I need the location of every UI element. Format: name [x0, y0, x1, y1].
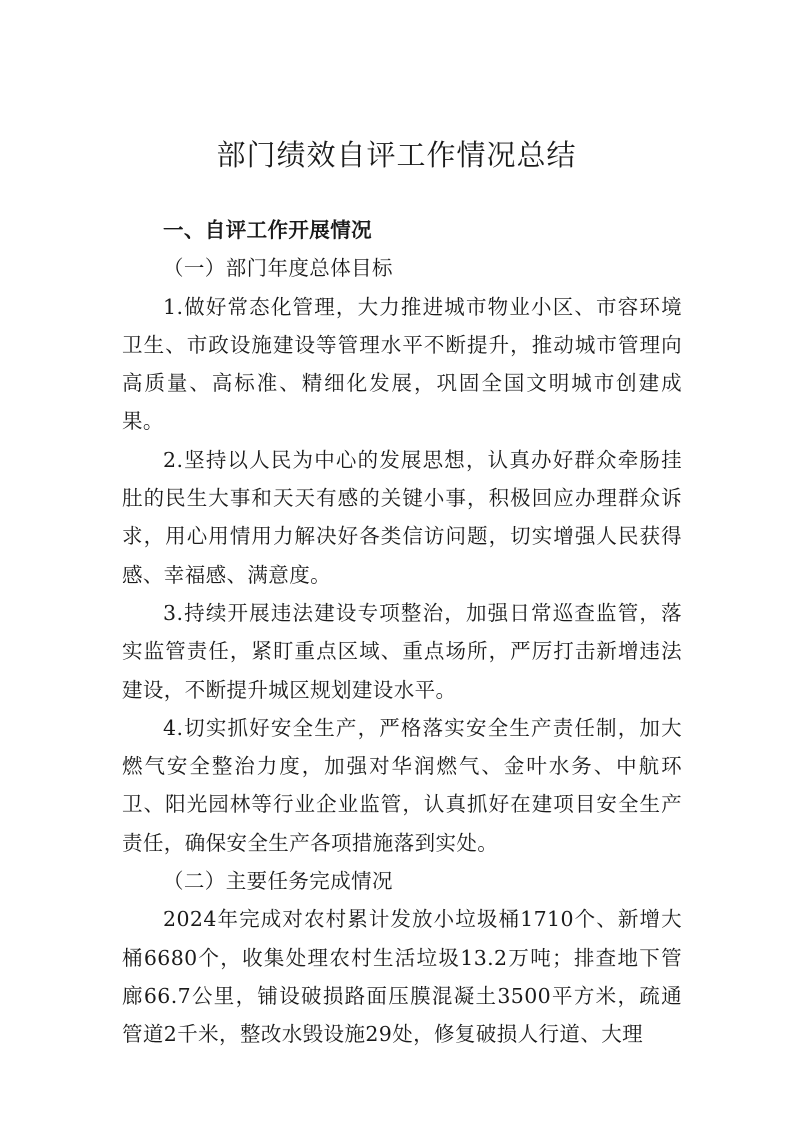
- document-body: [122, 211, 682, 1054]
- goal-paragraph-1: 1.做好常态化管理，大力推进城市物业小区、市容环境卫生、市政设施建设等管理水平不断提升，推动城市管理向高质量、高标准、精细化发展，巩固全国文明城市创建成果。: [122, 294, 682, 434]
- document-title: 部门绩效自评工作情况总结: [216, 138, 577, 172]
- goal-paragraph-4: 4.切实抓好安全生产，严格落实安全生产责任制，加大燃气安全整治力度，加强对华润燃气、金叶水务、中航环卫、阳光园林等行业企业监管，认真抓好在建项目安全生产责任，确保安全生产各项措施落到实处。: [122, 715, 682, 855]
- subsection-heading: （一）部门年度总体目标: [163, 256, 393, 281]
- task-paragraph-1: 2024年完成对农村累计发放小垃圾桶1710个、新增大桶6680个，收集处理农村生活垃圾13.2万吨；排查地下管廊66.7公里，铺设破损路面压膜混凝土3500平方米，疏通管道2千米，整改水毁设施29处，修复破损人行道、大理: [122, 907, 682, 1047]
- section-heading: 一、自评工作开展情况: [163, 218, 372, 242]
- goal-paragraph-2: 2.坚持以人民为中心的发展思想，认真办好群众牵肠挂肚的民生大事和天天有感的关键小事，积极回应办理群众诉求，用心用情用力解决好各类信访问题，切实增强人民获得感、幸福感、满意度。: [122, 447, 682, 587]
- goal-paragraph-3: 3.持续开展违法建设专项整治，加强日常巡查监管，落实监管责任，紧盯重点区域、重点场所，严厉打击新增违法建设，不断提升城区规划建设水平。: [122, 600, 682, 702]
- subsection-heading: （二）主要任务完成情况: [163, 869, 393, 894]
